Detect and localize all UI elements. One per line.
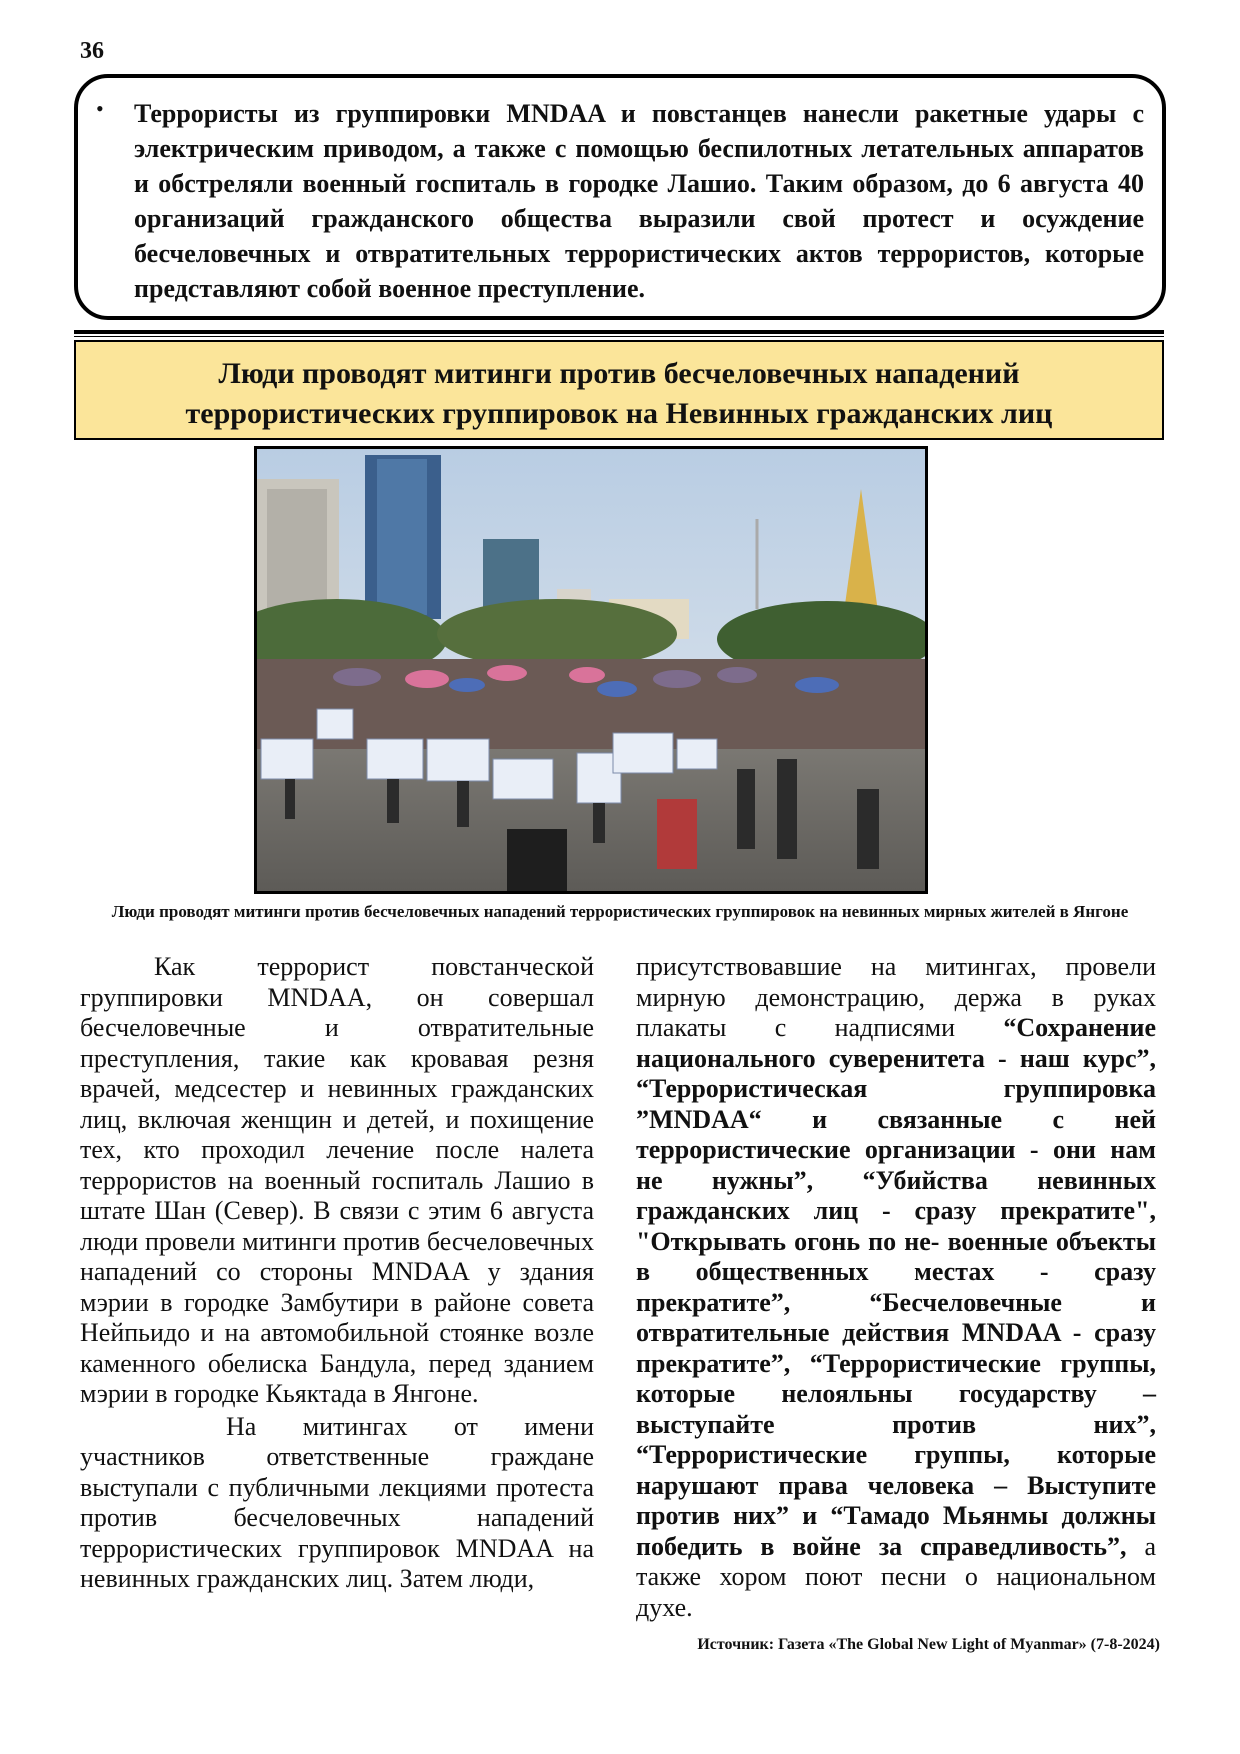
rally-photo [254, 446, 928, 894]
divider-thick [74, 330, 1164, 334]
page-number: 36 [80, 38, 104, 64]
right-tail-text: а также хором поют песни о национальном духе. [636, 1531, 1156, 1622]
photo-caption: Люди проводят митинги против бесчеловечных нападений террористических группировок на невинных мирных жителей в Янгоне [111, 902, 1129, 921]
divider-thin [74, 336, 1164, 337]
bullet-text: Террористы из группировки MNDAA и повстанцев нанесли ракетные удары с электрическим приводом, а также с помощью беспилотных летательных аппаратов и обстреляли военный госпиталь в городке Лашио. Таким образом, до 6 августа 40 организаций гражданского общества выразили свой протест и осуждение бесчеловечных и отвратительных террористических актов террористов, которые представляют собой военное преступление. [134, 99, 1144, 303]
left-paragraph-1: Как террорист повстанческой группировки MNDAA, он совершал бесчеловечные и отвратительные преступления, такие как кровавая резня врачей, медсестер и невинных гражданских лиц, включая женщин и детей, и похищение тех, кто проходил лечение после налета террористов на военный госпиталь Лашио в штате Шан (Север). В связи с этим 6 августа люди провели митинги против бесчеловечных нападений со стороны MNDAA у здания мэрии в городке Замбутири в районе совета Нейпьидо и на автомобильной стоянке возле каменного обелиска Бандула, перед зданием мэрии в городке Кьяктада в Янгоне. [80, 952, 594, 1408]
left-column [80, 952, 594, 1595]
bullet-marker: • [96, 96, 104, 121]
right-paragraph [636, 952, 1156, 1623]
right-lead-text: присутствовавшие на митингах, провели мирную демонстрацию, держа в руках плакаты с надписями [636, 952, 1156, 1042]
article-headline: Люди проводят митинги против бесчеловечных нападений террористических группировок на Невинных гражданских лиц [74, 340, 1164, 440]
bullet-box [74, 74, 1166, 320]
left-paragraph-2: На митингах от имени участников ответственные граждане выступали с публичными лекциями протеста против бесчеловечных нападений террористических группировок MNDAA на невинных гражданских лиц. Затем люди, [80, 1411, 594, 1593]
source-citation: Источник: Газета «The Global New Light of Myanmar» (7-8-2024) [697, 1636, 1160, 1653]
slogans-text: “Сохранение национального суверенитета - наш курс”, “Террористическая группировка ”MNDAA“ и связанные с ней террористические организации - они нам не нужны”, “Убийства невинных гражданских лиц - сразу прекратите", "Открывать огонь по не- военные объекты в общественных местах - сразу прекратите”, “Бесчеловечные и отвратительные действия MNDAA - сразу прекратите”, “Террористические группы, которые нелояльны государству – выступайте против них”, “Террористические группы, которые нарушают права человека – Выступите против них” и “Тамадо Мьянмы должны победить в войне за справедливость”, [636, 1013, 1156, 1561]
right-column [636, 952, 1156, 1623]
